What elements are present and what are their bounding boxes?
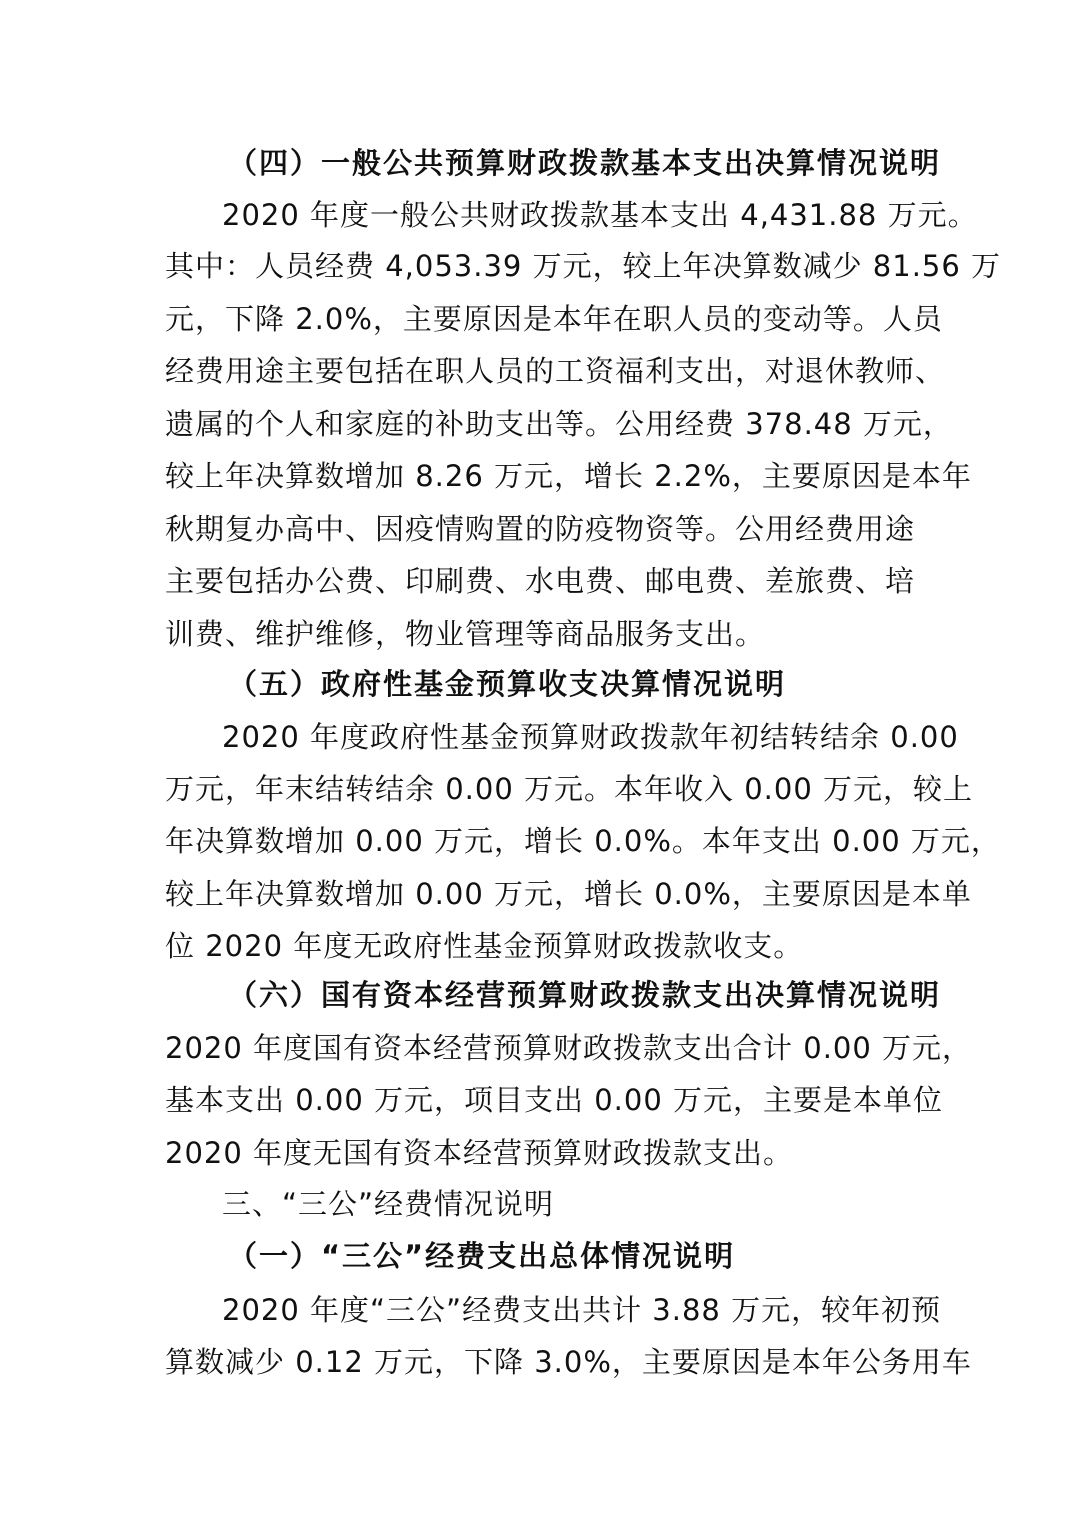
paragraph-line: 2020 年度国有资本经营预算财政拨款支出合计 0.00 万元，	[165, 1031, 973, 1065]
paragraph-line: 经费用途主要包括在职人员的工资福利支出，对退休教师、	[165, 354, 946, 388]
paragraph-line: 秋期复办高中、因疫情购置的防疫物资等。公用经费用途	[165, 512, 916, 546]
paragraph-line: 较上年决算数增加 8.26 万元，增长 2.2%，主要原因是本年	[165, 459, 972, 493]
paragraph-line: 较上年决算数增加 0.00 万元，增长 0.0%，主要原因是本单	[165, 877, 972, 911]
section-heading: （六）国有资本经营预算财政拨款支出决算情况说明	[228, 978, 942, 1012]
paragraph-line: 算数减少 0.12 万元，下降 3.0%，主要原因是本年公务用车	[165, 1345, 972, 1379]
paragraph-line: 训费、维护维修，物业管理等商品服务支出。	[165, 617, 766, 651]
paragraph-line: 主要包括办公费、印刷费、水电费、邮电费、差旅费、培	[165, 564, 916, 598]
paragraph-line: 2020 年度一般公共财政拨款基本支出 4,431.88 万元。	[222, 198, 978, 232]
section-heading: （一）“三公”经费支出总体情况说明	[228, 1239, 736, 1273]
paragraph-line: 位 2020 年度无政府性基金预算财政拨款收支。	[165, 929, 804, 963]
section-heading: （四）一般公共预算财政拨款基本支出决算情况说明	[228, 146, 942, 180]
paragraph-line: 2020 年度无国有资本经营预算财政拨款支出。	[165, 1136, 794, 1170]
paragraph-line: 年决算数增加 0.00 万元，增长 0.0%。本年支出 0.00 万元，	[165, 824, 1001, 858]
paragraph-line: 元，下降 2.0%，主要原因是本年在职人员的变动等。人员	[165, 302, 943, 336]
paragraph-line: 遗属的个人和家庭的补助支出等。公用经费 378.48 万元，	[165, 407, 953, 441]
paragraph-line: 2020 年度政府性基金预算财政拨款年初结转结余 0.00	[222, 720, 959, 754]
section-heading: （五）政府性基金预算收支决算情况说明	[228, 667, 787, 701]
paragraph-line: 基本支出 0.00 万元，项目支出 0.00 万元，主要是本单位	[165, 1083, 944, 1117]
paragraph-line: 其中：人员经费 4,053.39 万元，较上年决算数减少 81.56 万	[165, 249, 1002, 283]
paragraph-line: 2020 年度“三公”经费支出共计 3.88 万元，较年初预	[222, 1293, 942, 1327]
paragraph-line: 万元，年末结转结余 0.00 万元。本年收入 0.00 万元，较上	[165, 772, 974, 806]
section-heading: 三、“三公”经费情况说明	[222, 1187, 555, 1221]
